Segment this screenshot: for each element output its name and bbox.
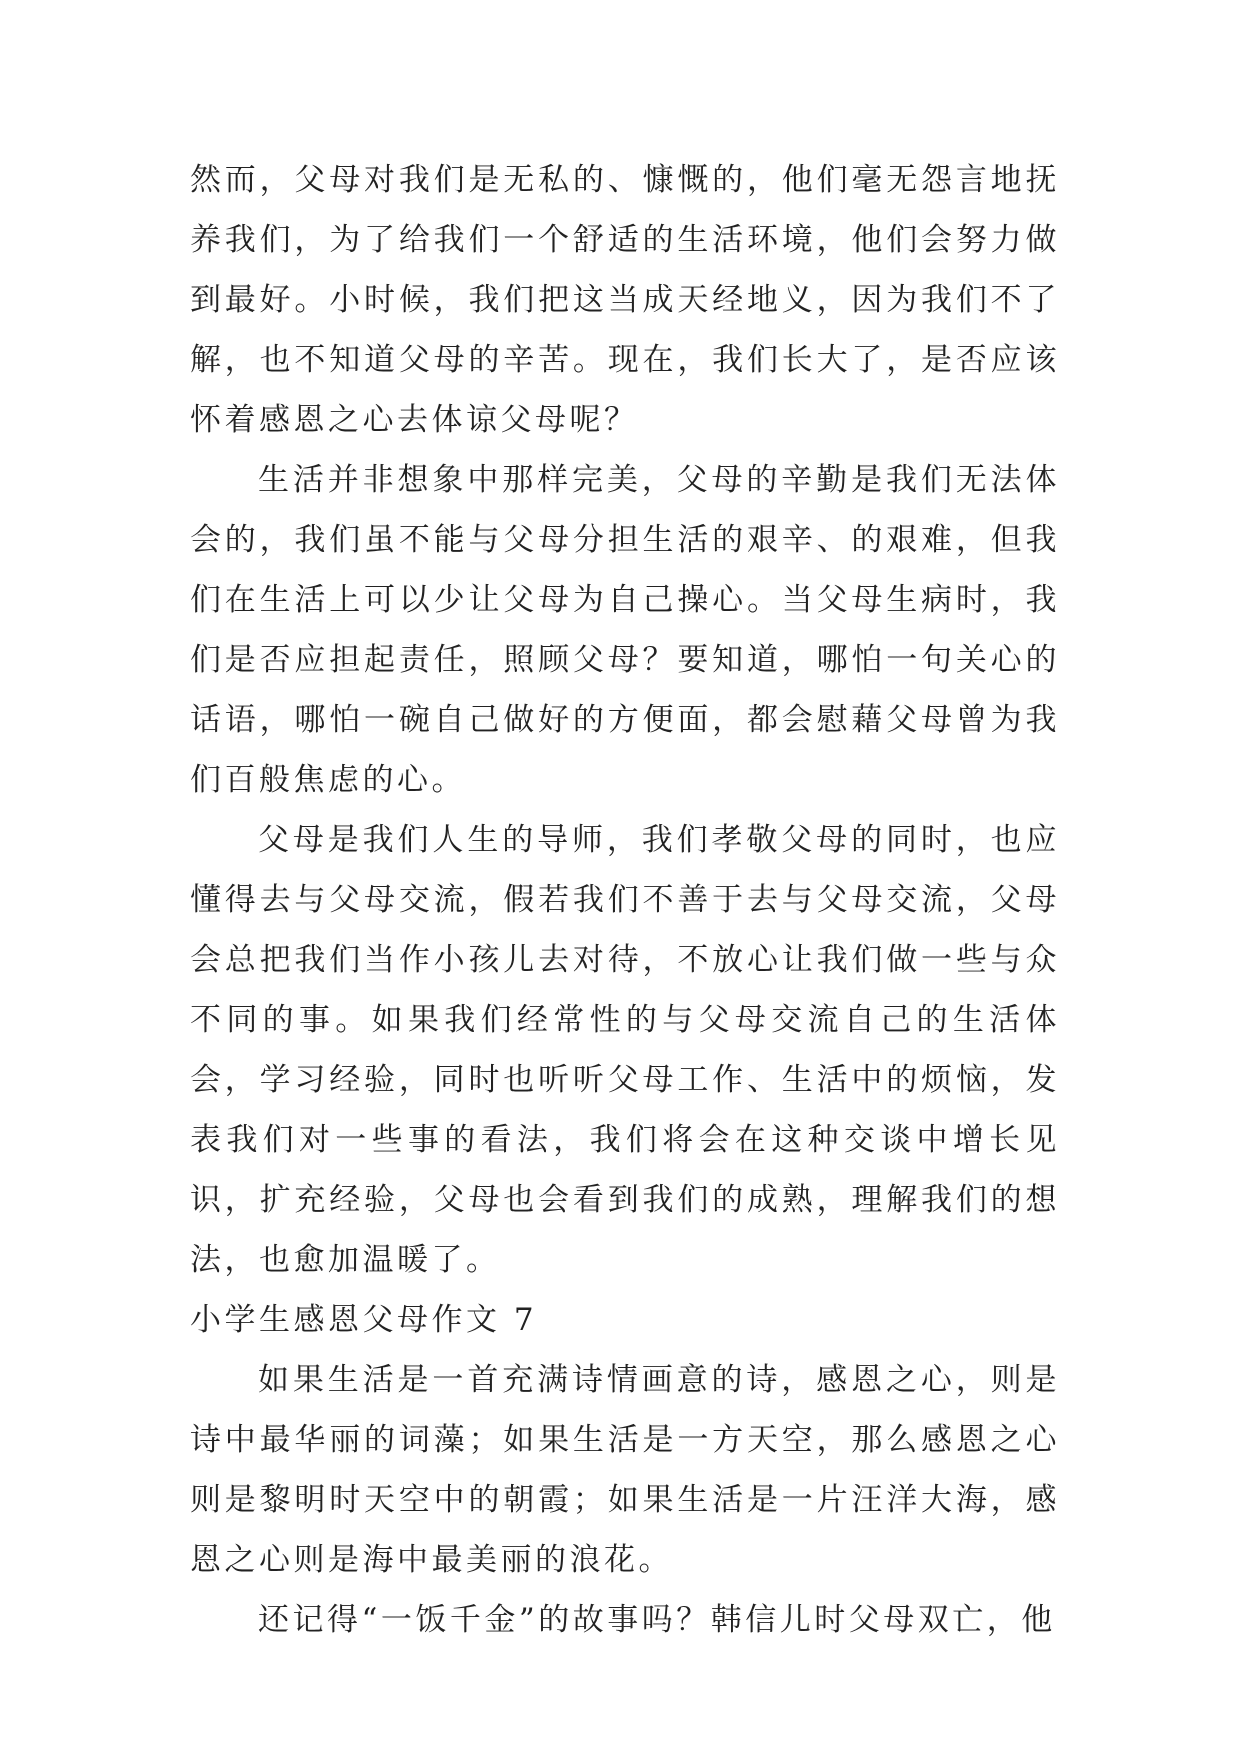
paragraph-1: 然而，父母对我们是无私的、慷慨的，他们毫无怨言地抚养我们，为了给我们一个舒适的生活环境，他们会努力做到最好。小时候，我们把这当成天经地义，因为我们不了解，也不知道父母的辛苦。现在，我们长大了，是否应该怀着感恩之心去体谅父母呢？	[190, 162, 1060, 438]
paragraph-2: 生活并非想象中那样完美，父母的辛勤是我们无法体会的，我们虽不能与父母分担生活的艰辛、的艰难，但我们在生活上可以少让父母为自己操心。当父母生病时，我们是否应担起责任，照顾父母？要知道，哪怕一句关心的话语，哪怕一碗自己做好的方便面，都会慰藉父母曾为我们百般焦虑的心。	[190, 462, 1060, 798]
section-paragraph-2: 还记得“一饭千金”的故事吗？韩信儿时父母双亡，他	[258, 1602, 1056, 1638]
section-paragraph-1: 如果生活是一首充满诗情画意的诗，感恩之心，则是诗中最华丽的词藻；如果生活是一方天空，那么感恩之心则是黎明时天空中的朝霞；如果生活是一片汪洋大海，感恩之心则是海中最美丽的浪花。	[190, 1362, 1060, 1578]
document-body	[190, 150, 1060, 1650]
paragraph-3: 父母是我们人生的导师，我们孝敬父母的同时，也应懂得去与父母交流，假若我们不善于去与父母交流，父母会总把我们当作小孩儿去对待，不放心让我们做一些与众不同的事。如果我们经常性的与父母交流自己的生活体会，学习经验，同时也听听父母工作、生活中的烦恼，发表我们对一些事的看法，我们将会在这种交谈中增长见识，扩充经验，父母也会看到我们的成熟，理解我们的想法，也愈加温暖了。	[190, 822, 1060, 1278]
section-title: 小学生感恩父母作文 7	[190, 1302, 538, 1338]
